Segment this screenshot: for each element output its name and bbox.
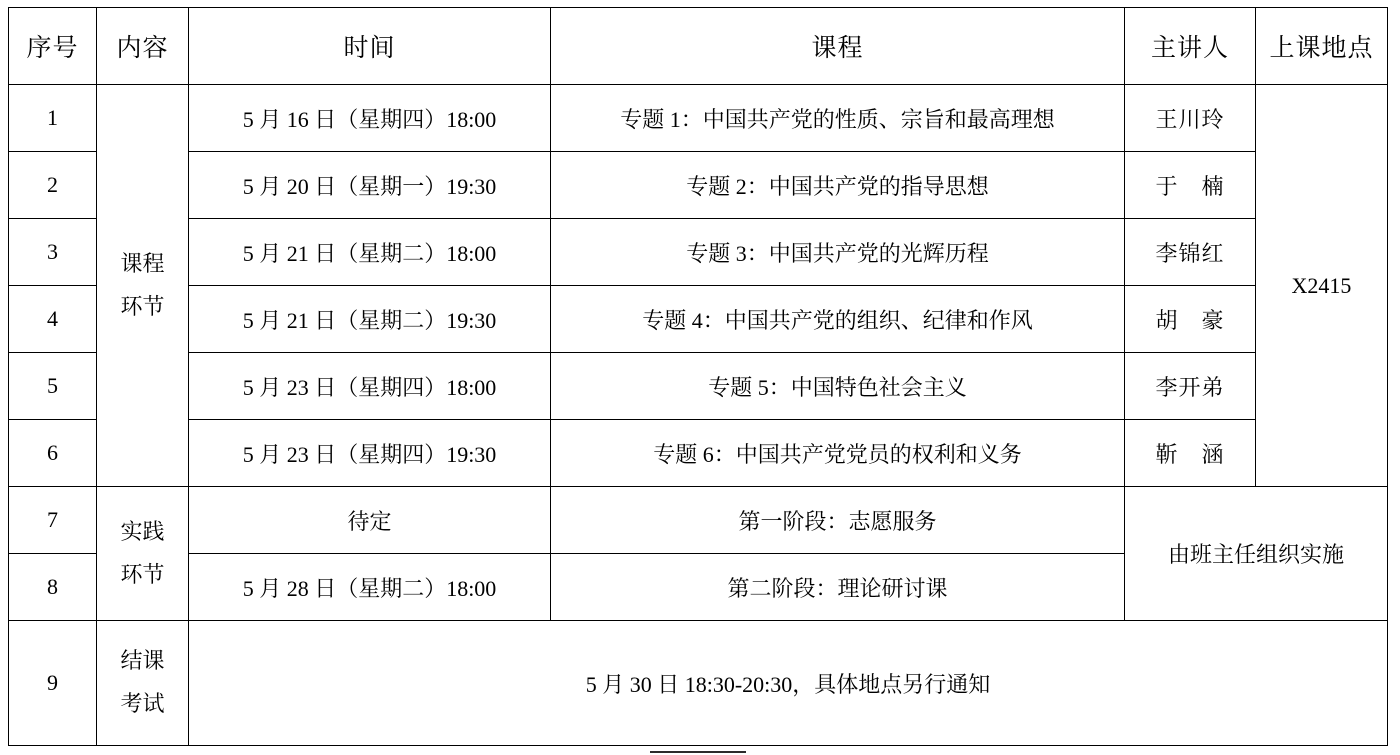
- table-row: [9, 85, 1388, 152]
- row-course: 专题 3：中国共产党的光辉历程: [551, 219, 1125, 286]
- row-time: 5 月 21 日（星期二）19:30: [189, 286, 551, 353]
- header-cell-speaker: 主讲人: [1125, 8, 1256, 85]
- table-row: [9, 152, 1388, 219]
- exam-note: 5 月 30 日 18:30-20:30，具体地点另行通知: [189, 621, 1388, 746]
- table-header-row: [9, 8, 1388, 85]
- table-row: [9, 219, 1388, 286]
- table-header: [9, 8, 1388, 85]
- table-row: [9, 487, 1388, 554]
- row-speaker: 李开弟: [1125, 353, 1256, 420]
- row-time: 5 月 23 日（星期四）18:00: [189, 353, 551, 420]
- row-course: 专题 6：中国共产党党员的权利和义务: [551, 420, 1125, 487]
- content-group-practice: [97, 487, 189, 621]
- header-cell-time: 时间: [189, 8, 551, 85]
- row-speaker: 李锦红: [1125, 219, 1256, 286]
- content-group-exam-line1: 结课: [120, 648, 165, 674]
- row-course: 专题 2：中国共产党的指导思想: [551, 152, 1125, 219]
- row-number: 8: [9, 554, 97, 621]
- row-course: 专题 5：中国特色社会主义: [551, 353, 1125, 420]
- table-row: [9, 621, 1388, 746]
- row-time: 5 月 23 日（星期四）19:30: [189, 420, 551, 487]
- page-bottom-rule: [650, 751, 746, 753]
- content-group-course-line1: 课程: [120, 250, 165, 276]
- row-number: 5: [9, 353, 97, 420]
- content-group-exam: [97, 621, 189, 746]
- table-row: [9, 286, 1388, 353]
- row-course: 专题 4：中国共产党的组织、纪律和作风: [551, 286, 1125, 353]
- row-number: 3: [9, 219, 97, 286]
- header-cell-course: 课程: [551, 8, 1125, 85]
- table-body: [9, 85, 1388, 746]
- row-speaker: 胡 豪: [1125, 286, 1256, 353]
- row-number: 7: [9, 487, 97, 554]
- document-page: [0, 7, 1400, 755]
- header-cell-no: 序号: [9, 8, 97, 85]
- row-number: 9: [9, 621, 97, 746]
- content-group-course: [97, 85, 189, 487]
- row-time: 5 月 20 日（星期一）19:30: [189, 152, 551, 219]
- row-number: 4: [9, 286, 97, 353]
- table-row: [9, 353, 1388, 420]
- row-time: 5 月 21 日（星期二）18:00: [189, 219, 551, 286]
- row-speaker: 王川玲: [1125, 85, 1256, 152]
- classroom-location: X2415: [1256, 85, 1388, 487]
- content-group-practice-line2: 环节: [120, 561, 165, 587]
- content-group-practice-line1: 实践: [120, 518, 165, 544]
- row-speaker: 靳 涵: [1125, 420, 1256, 487]
- row-number: 6: [9, 420, 97, 487]
- row-course: 第一阶段：志愿服务: [551, 487, 1125, 554]
- content-group-exam-line2: 考试: [120, 691, 165, 716]
- table-row: [9, 420, 1388, 487]
- header-cell-place: 上课地点: [1256, 8, 1388, 85]
- row-number: 1: [9, 85, 97, 152]
- row-course: 专题 1：中国共产党的性质、宗旨和最高理想: [551, 85, 1125, 152]
- row-course: 第二阶段：理论研讨课: [551, 554, 1125, 621]
- course-schedule-table: [8, 7, 1388, 746]
- content-group-course-line2: 环节: [120, 293, 165, 319]
- row-number: 2: [9, 152, 97, 219]
- header-cell-content: 内容: [97, 8, 189, 85]
- row-time: 5 月 28 日（星期二）18:00: [189, 554, 551, 621]
- row-time: 5 月 16 日（星期四）18:00: [189, 85, 551, 152]
- row-time: 待定: [189, 487, 551, 554]
- row-speaker: 于 楠: [1125, 152, 1256, 219]
- practice-organizer: 由班主任组织实施: [1125, 487, 1388, 621]
